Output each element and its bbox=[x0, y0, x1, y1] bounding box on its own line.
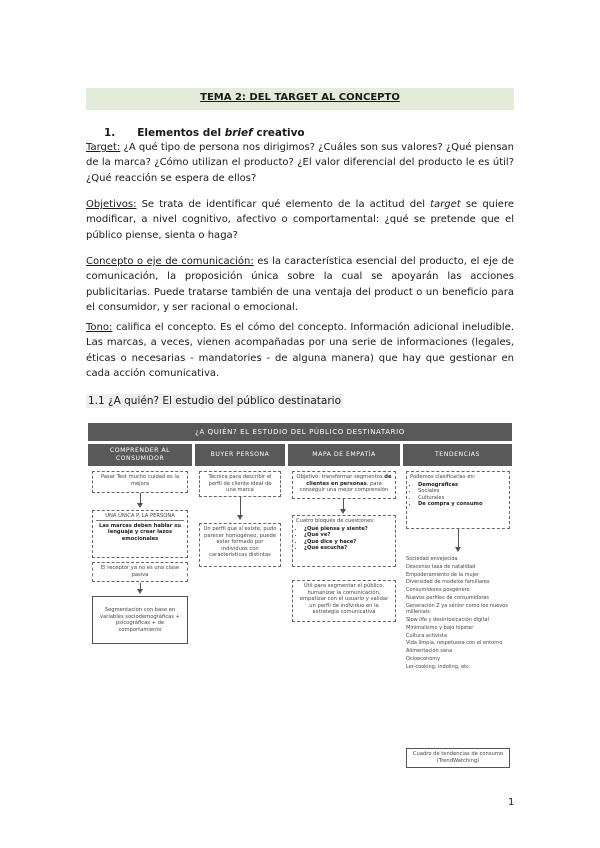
trend-item: Vida limpia, respetuosa con el entorno bbox=[406, 640, 503, 647]
objetivos-target-word: target bbox=[430, 199, 461, 210]
concepto-text: es la característica esencial del producto, el eje de comunicación, la proposición única sobre la cual se apoyarán las acciones publicitarias. Puede tratarse también de una ventaja del product o un beneficio para el consumidor, y ser racional o emocional. bbox=[86, 256, 514, 314]
empatia-box-1 bbox=[292, 471, 396, 499]
tendencias-category: • De compra y consumo bbox=[418, 501, 506, 508]
arrow-head bbox=[340, 509, 346, 514]
page-number: 1 bbox=[508, 797, 515, 808]
trend-item: Empoderamiento de la mujer bbox=[406, 571, 480, 578]
buyer-box-2: Un perfil que sí existe, pudo parecer homogéneo, puede estar formado por individuos con características distintas bbox=[199, 523, 281, 567]
tendencias-list bbox=[406, 556, 510, 672]
heading-brief: brief bbox=[224, 127, 253, 139]
trend-item: Cultura activista bbox=[406, 632, 448, 639]
empatia-question: • ¿Qué escucha? bbox=[304, 545, 392, 552]
heading-pre: Elementos del bbox=[137, 127, 225, 139]
trend-item: Descenso tasa de natalidad bbox=[406, 563, 476, 570]
empatia-question: • ¿Qué piensa y siente? bbox=[304, 526, 392, 533]
trend-item: Consumidores posgénero bbox=[406, 587, 470, 594]
empatia-question: • ¿Qué ve? bbox=[304, 532, 392, 539]
arrow-head bbox=[137, 589, 143, 594]
trend-item: Sociedad envejecida bbox=[406, 556, 458, 562]
tendencias-box-1 bbox=[406, 471, 510, 529]
objetivos-text-2: se quiere modificar, a nivel cognitivo, afectivo o comportamental: ¿qué se pretende que el público piense, sienta o haga? bbox=[86, 199, 514, 241]
title-banner bbox=[86, 88, 514, 110]
arrow-head bbox=[237, 515, 243, 520]
tono-label: Tono: bbox=[86, 322, 113, 333]
comprender-box-1: Pasar Test mucho cuidad es la mejora bbox=[92, 471, 188, 493]
concepto-label: Concepto o eje de comunicación: bbox=[86, 256, 254, 267]
tendencias-box-1-title: Podemos clasificarlas en: bbox=[410, 474, 476, 480]
tono-paragraph bbox=[86, 320, 514, 382]
subheading: 1.1 ¿A quién? El estudio del público destinatario bbox=[88, 395, 341, 407]
arrow bbox=[240, 497, 241, 517]
diagram-banner: ¿A QUIÉN? EL ESTUDIO DEL PÚBLICO DESTINATARIO bbox=[88, 423, 512, 441]
tendencias-categories bbox=[410, 482, 506, 508]
empatia-question: • ¿Qué dice y hace? bbox=[304, 539, 392, 546]
comprender-box-2-body: Las marcas deben hablar su lenguaje y crear lazos emocionales bbox=[99, 522, 181, 542]
trend-item: Slow life y desintoxicación digital bbox=[406, 616, 489, 623]
trend-item: Ler-cooking, indoling, etc. bbox=[406, 663, 471, 670]
arrow-head bbox=[137, 503, 143, 508]
empatia-box-2 bbox=[292, 515, 396, 567]
tendencias-category: • Sociales bbox=[418, 488, 506, 495]
section-heading bbox=[104, 127, 305, 139]
heading-number: 1. bbox=[104, 127, 116, 139]
trend-item: Alimentación sana bbox=[406, 648, 453, 655]
objetivos-label: Objetivos: bbox=[86, 199, 137, 210]
empatia-box-2-title: Cuatro bloques de cuestiones: bbox=[296, 518, 375, 524]
target-text: ¿A qué tipo de persona nos dirigimos? ¿Cuáles son sus valores? ¿Qué piensan de la marca? ¿Cómo utilizan el producto? ¿El valor diferencial del producto le es útil? ¿Qué reacción se espera de ellos? bbox=[86, 142, 514, 184]
empatia-box-1-bold: de clientes en personas bbox=[306, 474, 392, 487]
empatia-box-1-pre: Objetivo: transformar segmentos bbox=[296, 474, 385, 480]
objetivos-paragraph bbox=[86, 197, 514, 243]
trend-item: Ocioeconomy bbox=[406, 655, 441, 662]
trend-item: Nuevos perfiles de consumidores bbox=[406, 594, 490, 601]
target-paragraph bbox=[86, 140, 514, 186]
target-label: Target: bbox=[86, 142, 121, 153]
empatia-box-3: Útil para segmentar el público, humanizar la comunicación, empatizar con el usuario y validar un perfil de individuo en la estrategia comunicativa bbox=[292, 580, 396, 622]
trend-item: Diversidad de modelos familiares bbox=[406, 579, 490, 586]
heading-post: creativo bbox=[252, 127, 305, 139]
empatia-box-1-post: , para conseguir una mejor comprensión bbox=[299, 480, 389, 494]
trend-item: Generación Z ya sénior como los nuevos millenials bbox=[406, 602, 508, 616]
tendencias-category: • Demográficas bbox=[418, 482, 506, 489]
arrow-head bbox=[455, 547, 461, 552]
column-comprender: COMPRENDER AL CONSUMIDOR bbox=[88, 444, 192, 466]
trend-item: Minimalismo y bajo hipster bbox=[406, 624, 474, 631]
tono-text: califica el concepto. Es el cómo del concepto. Información adicional ineludible. Las marcas, a veces, vienen acompañadas por una serie de informaciones (legales, éticas o necesarias - mandatories - de alguna manera) que hay que gestionar en cada acción comunicativa. bbox=[86, 322, 514, 380]
column-tendencias: TENDENCIAS bbox=[403, 444, 512, 466]
comprender-box-2 bbox=[92, 510, 188, 558]
arrow bbox=[458, 529, 459, 549]
column-buyer-persona: BUYER PERSONA bbox=[195, 444, 285, 466]
page-title: TEMA 2: DEL TARGET AL CONCEPTO bbox=[200, 92, 400, 103]
empatia-questions bbox=[296, 526, 392, 552]
tendencias-category: • Culturales bbox=[418, 495, 506, 502]
column-mapa-empatia: MAPA DE EMPATÍA bbox=[288, 444, 400, 466]
comprender-box-2-title: UNA ÚNICA P. LA PERSONA bbox=[96, 513, 184, 521]
objetivos-text-1: Se trata de identificar qué elemento de la actitud del bbox=[136, 199, 431, 210]
tendencias-box-2: Cuadro de tendencias de consumo (TrendWatching) bbox=[406, 748, 510, 768]
concepto-paragraph bbox=[86, 254, 514, 316]
comprender-box-3: El receptor ya no es una clase pasiva bbox=[92, 562, 188, 582]
comprender-box-4: Segmentación con base en variables sociodemográficas + psicográficas + de comportamiento bbox=[92, 596, 188, 644]
buyer-box-1: Técnica para describir el perfil de cliente ideal de una marca bbox=[199, 471, 281, 497]
